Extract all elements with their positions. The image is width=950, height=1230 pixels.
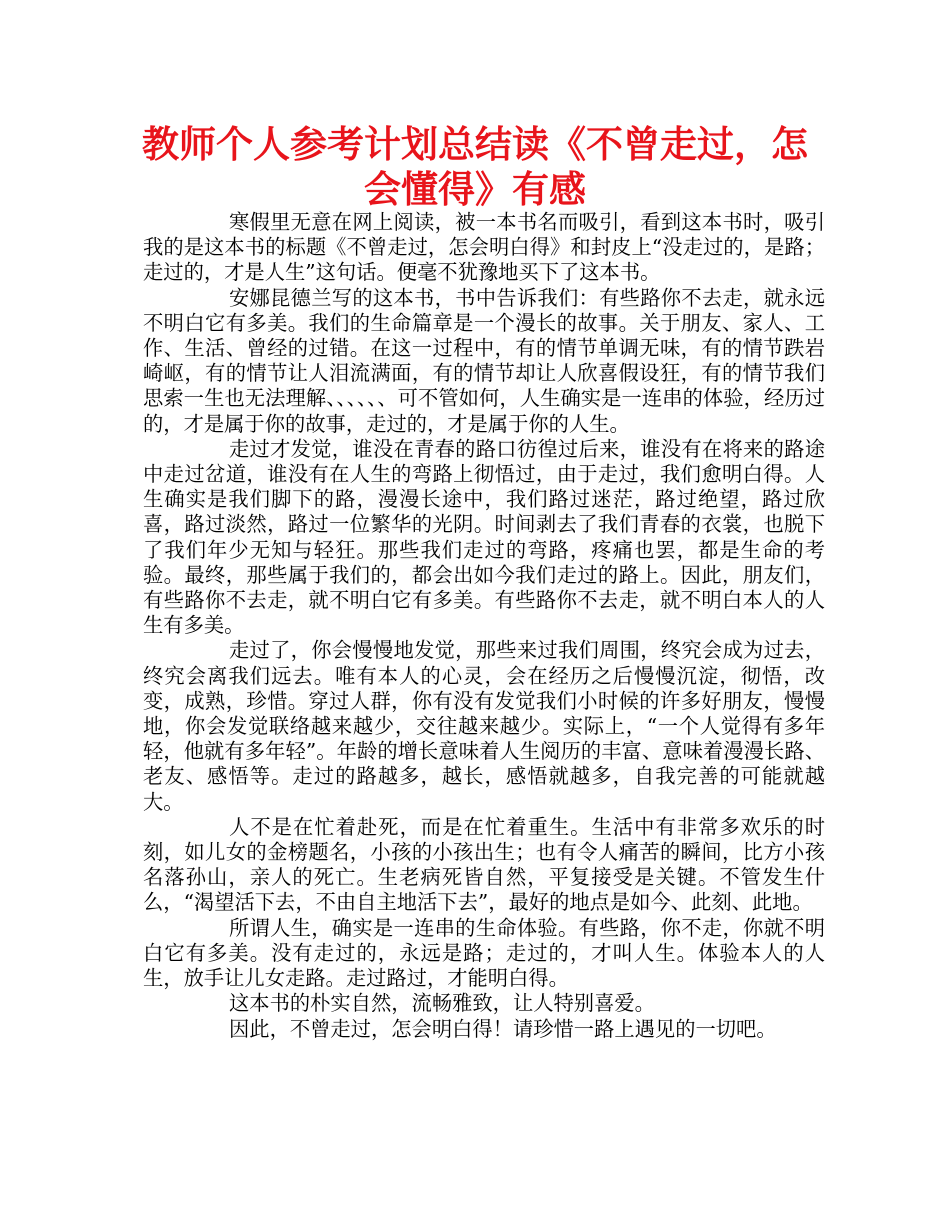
paragraph-5: 人不是在忙着赴死，而是在忙着重生。生活中有非常多欢乐的时刻，如儿女的金榜题名，小孩的小孩出生；也有令人痛苦的瞬间，比方小孩名落孙山，亲人的死亡。生老病死皆自然，平复接受是关键。不管发生什么，“渴望活下去，不由自主地活下去”，最好的地点是如今、此刻、此地。	[143, 814, 825, 915]
paragraph-3: 走过才发觉，谁没在青春的路口彷徨过后来，谁没有在将来的路途中走过岔道，谁没有在人生的弯路上彻悟过，由于走过，我们愈明白得。人生确实是我们脚下的路，漫漫长途中，我们路过迷茫，路过绝望，路过欣喜，路过淡然，路过一位繁华的光阴。时间剥去了我们青春的衣裳，也脱下了我们年少无知与轻狂。那些我们走过的弯路，疼痛也罢，都是生命的考验。最终，那些属于我们的，都会出如今我们走过的路上。因此，朋友们，有些路你不去走，就不明白它有多美。有些路你不去走，就不明白本人的人生有多美。	[143, 436, 825, 638]
document-body	[143, 210, 825, 1042]
paragraph-7: 这本书的朴实自然，流畅雅致，让人特别喜爱。	[229, 991, 655, 1016]
paragraph-2: 安娜昆德兰写的这本书，书中告诉我们：有些路你不去走，就永远不明白它有多美。我们的生命篇章是一个漫长的故事。关于朋友、家人、工作、生活、曾经的过错。在这一过程中，有的情节单调无味，有的情节跌岩崎岖，有的情节让人泪流满面，有的情节却让人欣喜假设狂，有的情节我们思索一生也无法理解、、、、、、可不管如何，人生确实是一连串的体验，经历过的，才是属于你的故事，走过的，才是属于你的人生。	[143, 285, 825, 436]
paragraph-4: 走过了，你会慢慢地发觉，那些来过我们周围，终究会成为过去，终究会离我们远去。唯有本人的心灵，会在经历之后慢慢沉淀，彻悟，改变，成熟，珍惜。穿过人群，你有没有发觉我们小时候的许多好朋友，慢慢地，你会发觉联络越来越少，交往越来越少。实际上，“一个人觉得有多年轻，他就有多年轻”。年龄的增长意味着人生阅历的丰富、意味着漫漫长路、老友、感悟等。走过的路越多，越长，感悟就越多，自我完善的可能就越大。	[143, 638, 825, 814]
paragraph-1: 寒假里无意在网上阅读，被一本书名而吸引，看到这本书时，吸引我的是这本书的标题《不曾走过，怎会明白得》和封皮上“没走过的，是路；走过的，才是人生”这句话。便毫不犹豫地买下了这本书。	[143, 210, 825, 285]
document-title: 教师个人参考计划总结读《不曾走过，怎会懂得》有感	[142, 123, 808, 211]
paragraph-6: 所谓人生，确实是一连串的生命体验。有些路，你不走，你就不明白它有多美。没有走过的，永远是路；走过的，才叫人生。体验本人的人生，放手让儿女走路。走过路过，才能明白得。	[143, 915, 825, 991]
paragraph-8: 因此，不曾走过，怎会明白得！请珍惜一路上遇见的一切吧。	[229, 1016, 777, 1041]
